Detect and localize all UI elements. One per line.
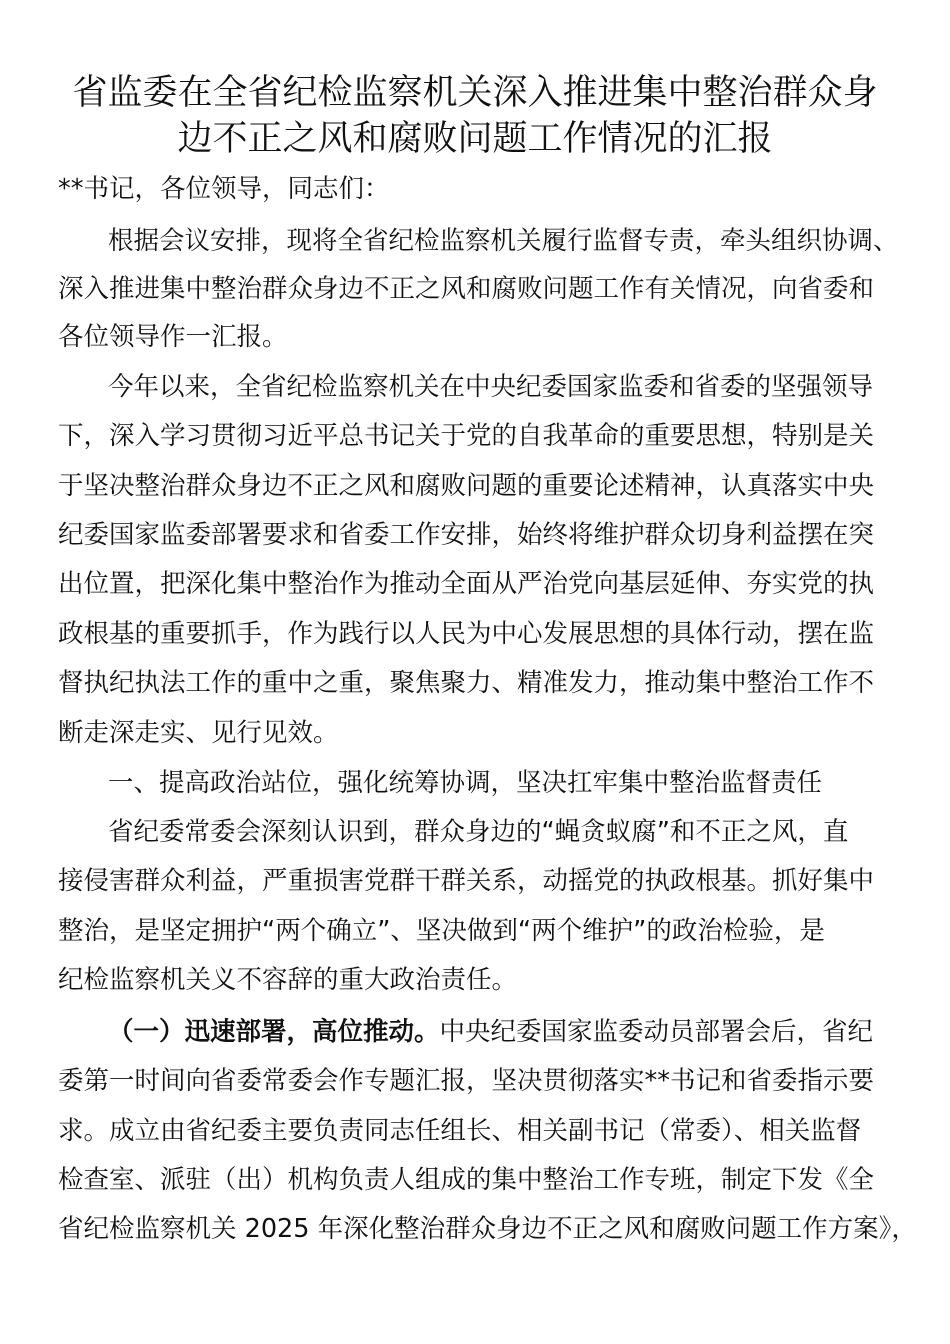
subsection-1-lead: （一）迅速部署，高位推动。 [108, 1017, 440, 1047]
paragraph-3-line-1: 省纪委常委会深刻认识到，群众身边的“蝇贪蚁腐”和不正之风，直 [108, 817, 849, 847]
paragraph-4-line-3: 求。成立由省纪委主要负责同志任组长、相关副书记（常委）、相关监督 [58, 1116, 862, 1146]
document-title-line-2: 边不正之风和腐败问题工作情况的汇报 [177, 119, 773, 159]
section-1-heading: 一、提高政治站位，强化统筹协调，坚决扛牢集中整治监督责任 [108, 768, 823, 798]
paragraph-3-line-3: 整治，是坚定拥护“两个确立”、坚决做到“两个维护”的政治检验，是 [58, 916, 825, 946]
paragraph-2-line-7: 督执纪执法工作的重中之重，聚焦聚力、精准发力，推动集中整治工作不 [58, 668, 875, 698]
paragraph-2-line-2: 下，深入学习贯彻习近平总书记关于党的自我革命的重要思想，特别是关 [58, 421, 875, 451]
paragraph-3-line-4: 纪检监察机关义不容辞的重大政治责任。 [58, 965, 518, 995]
paragraph-4-line-1-text: 中央纪委国家监委动员部署会后，省纪 [439, 1017, 874, 1047]
paragraph-2-line-1: 今年以来，全省纪检监察机关在中央纪委国家监委和省委的坚强领导 [108, 372, 874, 402]
paragraph-4-line-1 [108, 1015, 948, 1049]
paragraph-4-line-5: 省纪检监察机关 2025 年深化整治群众身边不正之风和腐败问题工作方案》， [58, 1214, 917, 1244]
paragraph-1-line-2: 深入推进集中整治群众身边不正之风和腐败问题工作有关情况，向省委和 [58, 274, 875, 304]
paragraph-2-line-3: 于坚决整治群众身边不正之风和腐败问题的重要论述精神，认真落实中央 [58, 471, 875, 501]
paragraph-2-line-4: 纪委国家监委部署要求和省委工作安排，始终将维护群众切身利益摆在突 [58, 520, 875, 550]
paragraph-3-line-2: 接侵害群众利益，严重损害党群干群关系，动摇党的执政根基。抓好集中 [58, 866, 875, 896]
paragraph-4-line-2: 委第一时间向省委常委会作专题汇报，坚决贯彻落实**书记和省委指示要 [58, 1066, 875, 1096]
paragraph-2-line-8: 断走深走实、见行见效。 [58, 718, 339, 748]
paragraph-4-line-4: 检查室、派驻（出）机构负责人组成的集中整治工作专班，制定下发《全 [58, 1165, 875, 1195]
paragraph-1-line-3: 各位领导作一汇报。 [58, 322, 288, 352]
paragraph-2-line-6: 政根基的重要抓手，作为践行以人民为中心发展思想的具体行动，摆在监 [58, 619, 875, 649]
document-title-line-1: 省监委在全省纪检监察机关深入推进集中整治群众身 [72, 73, 878, 113]
paragraph-2-line-5: 出位置，把深化集中整治作为推动全面从严治党向基层延伸、夯实党的执 [58, 569, 875, 599]
salutation: **书记，各位领导，同志们： [58, 174, 390, 204]
paragraph-1-line-1: 根据会议安排，现将全省纪检监察机关履行监督专责，牵头组织协调、 [108, 226, 899, 256]
